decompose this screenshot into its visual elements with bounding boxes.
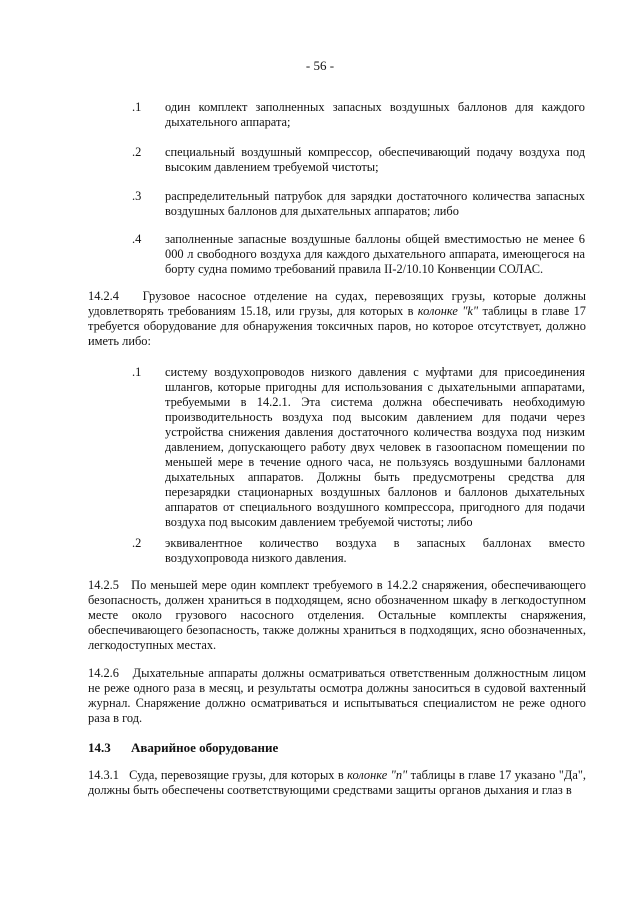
paragraph-number: 14.2.6 bbox=[88, 666, 119, 680]
paragraph-text: По меньшей мере один комплект требуемого в 14.2.2 снаряжения, обеспечивающего безопасность, должен храниться в подходящем, ясно обозначенном шкафу в легкодоступном месте около грузового насосного отделения. Остальные комплекты снаряжения, обеспечивающего безопасность, также должны храниться в подходящих, ясно обозначенных, легкодоступных местах. bbox=[88, 578, 587, 652]
paragraph-italic: колонке "k" bbox=[417, 304, 479, 318]
paragraph-number: 14.2.4 bbox=[88, 289, 119, 303]
paragraph-14-2-6 bbox=[88, 666, 586, 726]
list-item-text: систему воздухопроводов низкого давления с муфтами для присоединения шлангов, которые пригодны для использования с дыхательными аппаратами, требуемыми в 14.2.1. Эта система должна обеспечивать необходимую производительность воздуха под высоким давлением для подачи через устройства снижения давления достаточного количества воздуха под низким давлением, допускающего работу двух человек в газоопасном помещении по меньшей мере в течение одного часа, не пользуясь воздушными баллонами дыхательных аппаратов. Должны быть предусмотрены средства для перезарядки стационарных воздушных баллонов и баллонов дыхательных аппаратов от специального воздушного компрессора, пригодного для подачи воздуха под высоким давлением требуемой чистоты; либо bbox=[165, 365, 585, 529]
paragraph-text: Дыхательные аппараты должны осматриваться ответственным должностным лицом не реже одного раза в месяц, и результаты осмотра должны заноситься в судовой вахтенный журнал. Снаряжение должно осматриваться и испытываться специалистом не реже одного раза в год. bbox=[88, 666, 586, 725]
list-item-number: .3 bbox=[132, 189, 142, 203]
section-title: Аварийное оборудование bbox=[131, 740, 279, 755]
paragraph-text: Суда, перевозящие грузы, для которых в bbox=[129, 768, 348, 782]
list-item-number: .2 bbox=[132, 145, 142, 159]
paragraph-number: 14.3.1 bbox=[88, 768, 119, 782]
list-item-number: .2 bbox=[132, 536, 142, 550]
paragraph-number: 14.2.5 bbox=[88, 578, 119, 592]
list-item-text: один комплект заполненных запасных воздушных баллонов для каждого дыхательного аппарата; bbox=[165, 100, 585, 129]
list-item-text: эквивалентное количество воздуха в запасных баллонах вместо воздухопровода низкого давления. bbox=[165, 536, 585, 565]
paragraph-italic: колонке "n" bbox=[347, 768, 408, 782]
list-item-text: распределительный патрубок для зарядки достаточного количества запасных воздушных баллонов для дыхательных аппаратов; либо bbox=[165, 189, 585, 218]
list-item-text: заполненные запасные воздушные баллоны общей вместимостью не менее 6 000 л свободного воздуха для каждого дыхательного аппарата, имеющегося на борту судна помимо требований правила II-2/10.10 Конвенции СОЛАС. bbox=[165, 232, 585, 276]
list-item-number: .4 bbox=[132, 232, 142, 246]
paragraph-text: Грузовое насосное отделение на судах, перевозящих грузы, которые должны удовлетворять требованиям 15.18, или грузы, для которых в bbox=[88, 289, 586, 318]
paragraph-14-2-5 bbox=[88, 578, 586, 653]
list-item-number: .1 bbox=[132, 365, 142, 379]
list-item-text: специальный воздушный компрессор, обеспечивающий подачу воздуха под высоким давлением требуемой чистоты; bbox=[165, 145, 585, 174]
paragraph-text: таблицы в главе 17 требуется оборудование для обнаружения токсичных паров, но которое отсутствует, должно иметь либо: bbox=[88, 304, 586, 348]
page-number: - 56 - bbox=[305, 58, 335, 73]
paragraph-text: таблицы в главе 17 указано "Да", должны быть обеспечены соответствующими средствами защиты органов дыхания и глаз в bbox=[88, 768, 586, 797]
paragraph-14-2-4 bbox=[88, 289, 586, 349]
section-number: 14.3 bbox=[88, 740, 111, 755]
list-item-number: .1 bbox=[132, 100, 142, 114]
section-heading bbox=[88, 740, 278, 756]
paragraph-14-3-1 bbox=[88, 768, 586, 798]
